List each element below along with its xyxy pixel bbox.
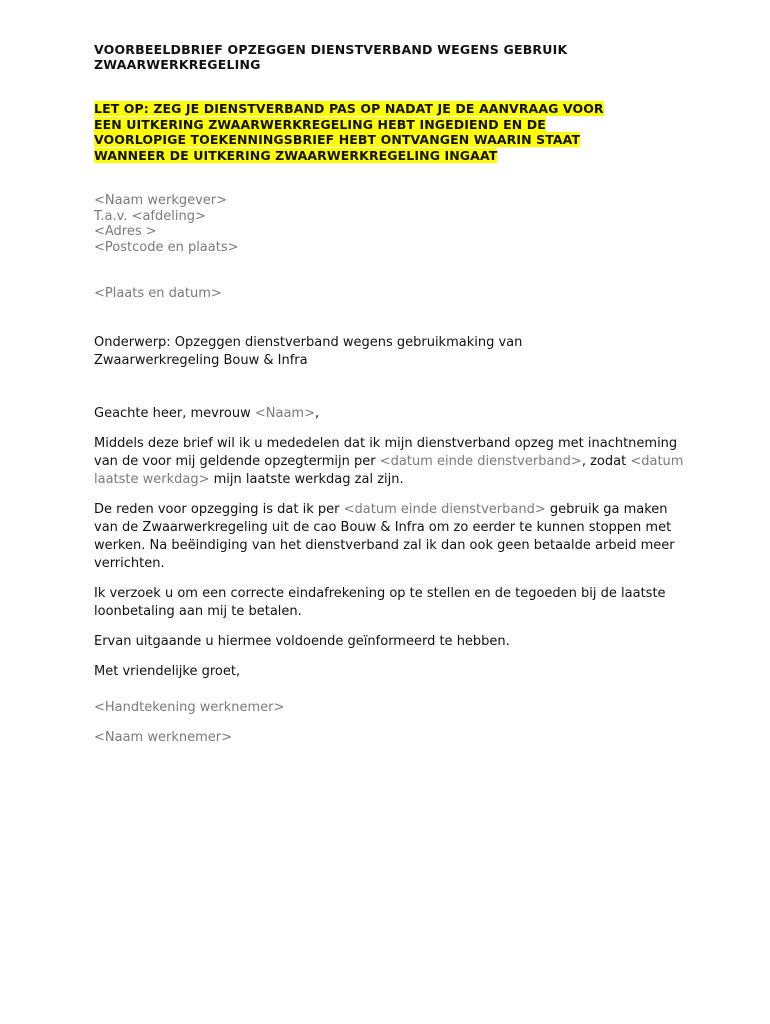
paragraph-informed: Ervan uitgaande u hiermee voldoende geïnformeerd te hebben. (94, 633, 510, 649)
salutation-text: Geachte heer, mevrouw (94, 405, 255, 421)
recipient-address (94, 193, 684, 255)
title-line-2: ZWAARWERKREGELING (94, 57, 261, 72)
document-title (94, 42, 684, 72)
attention-placeholder: T.a.v. <afdeling> (94, 208, 206, 224)
salutation (94, 405, 684, 423)
postcode-placeholder: <Postcode en plaats> (94, 239, 239, 255)
salutation-name-placeholder: <Naam> (254, 405, 315, 421)
subject-line (94, 334, 684, 370)
paragraph1-text-2: , zodat (581, 453, 631, 469)
paragraph-settlement: Ik verzoek u om een correcte eindafrekening op te stellen en de tegoeden bij de laatste loonbetaling aan mij te betalen. (94, 585, 666, 619)
paragraph-reason (94, 501, 684, 573)
street-placeholder: <Adres > (94, 224, 157, 239)
paragraph1-text-3: mijn laatste werkdag zal zijn. (209, 471, 404, 487)
end-date-placeholder: <datum einde dienstverband> (379, 453, 582, 469)
last-workday-placeholder: <datum laatste werkdag> (94, 453, 684, 487)
employee-name-placeholder: <Naam werknemer> (94, 729, 232, 745)
warning-line-4: WANNEER DE UITKERING ZWAARWERKREGELING INGAAT (94, 147, 498, 163)
paragraph2-text-2: gebruik ga maken van de Zwaarwerkregeling uit de cao Bouw & Infra om zo eerder te kunnen stoppen met werken. Na beëindiging van het dienstverband zal ik dan ook geen betaalde arbeid meer verrichten. (94, 501, 675, 571)
reason-end-date-placeholder: <datum einde dienstverband> (343, 501, 546, 517)
paragraph-notice (94, 435, 684, 489)
warning-line-1: LET OP: ZEG JE DIENSTVERBAND PAS OP NADAT JE DE AANVRAAG VOOR (94, 101, 604, 116)
warning-notice (94, 101, 684, 163)
warning-line-2: EEN UITKERING ZWAARWERKREGELING HEBT INGEDIEND EN DE (94, 116, 546, 132)
subject-line-2: Zwaarwerkregeling Bouw & Infra (94, 352, 308, 368)
signature-placeholder: <Handtekening werknemer> (94, 699, 285, 715)
paragraph1-text-1: Middels deze brief wil ik u mededelen dat ik mijn dienstverband opzeg met inachtneming van de voor mij geldende opzegtermijn per (94, 435, 678, 469)
salutation-suffix: , (314, 405, 320, 421)
closing-greeting: Met vriendelijke groet, (94, 663, 241, 679)
title-line-1: VOORBEELDBRIEF OPZEGGEN DIENSTVERBAND WEGENS GEBRUIK (94, 42, 568, 57)
employer-name-placeholder: <Naam werkgever> (94, 193, 228, 208)
warning-line-3: VOORLOPIGE TOEKENNINGSBRIEF HEBT ONTVANGEN WAARIN STAAT (94, 132, 581, 147)
paragraph2-text-1: De reden voor opzegging is dat ik per (94, 501, 344, 517)
letter-document (94, 42, 684, 747)
subject-line-1: Onderwerp: Opzeggen dienstverband wegens gebruikmaking van (94, 334, 523, 350)
place-date-placeholder: <Plaats en datum> (94, 286, 222, 301)
